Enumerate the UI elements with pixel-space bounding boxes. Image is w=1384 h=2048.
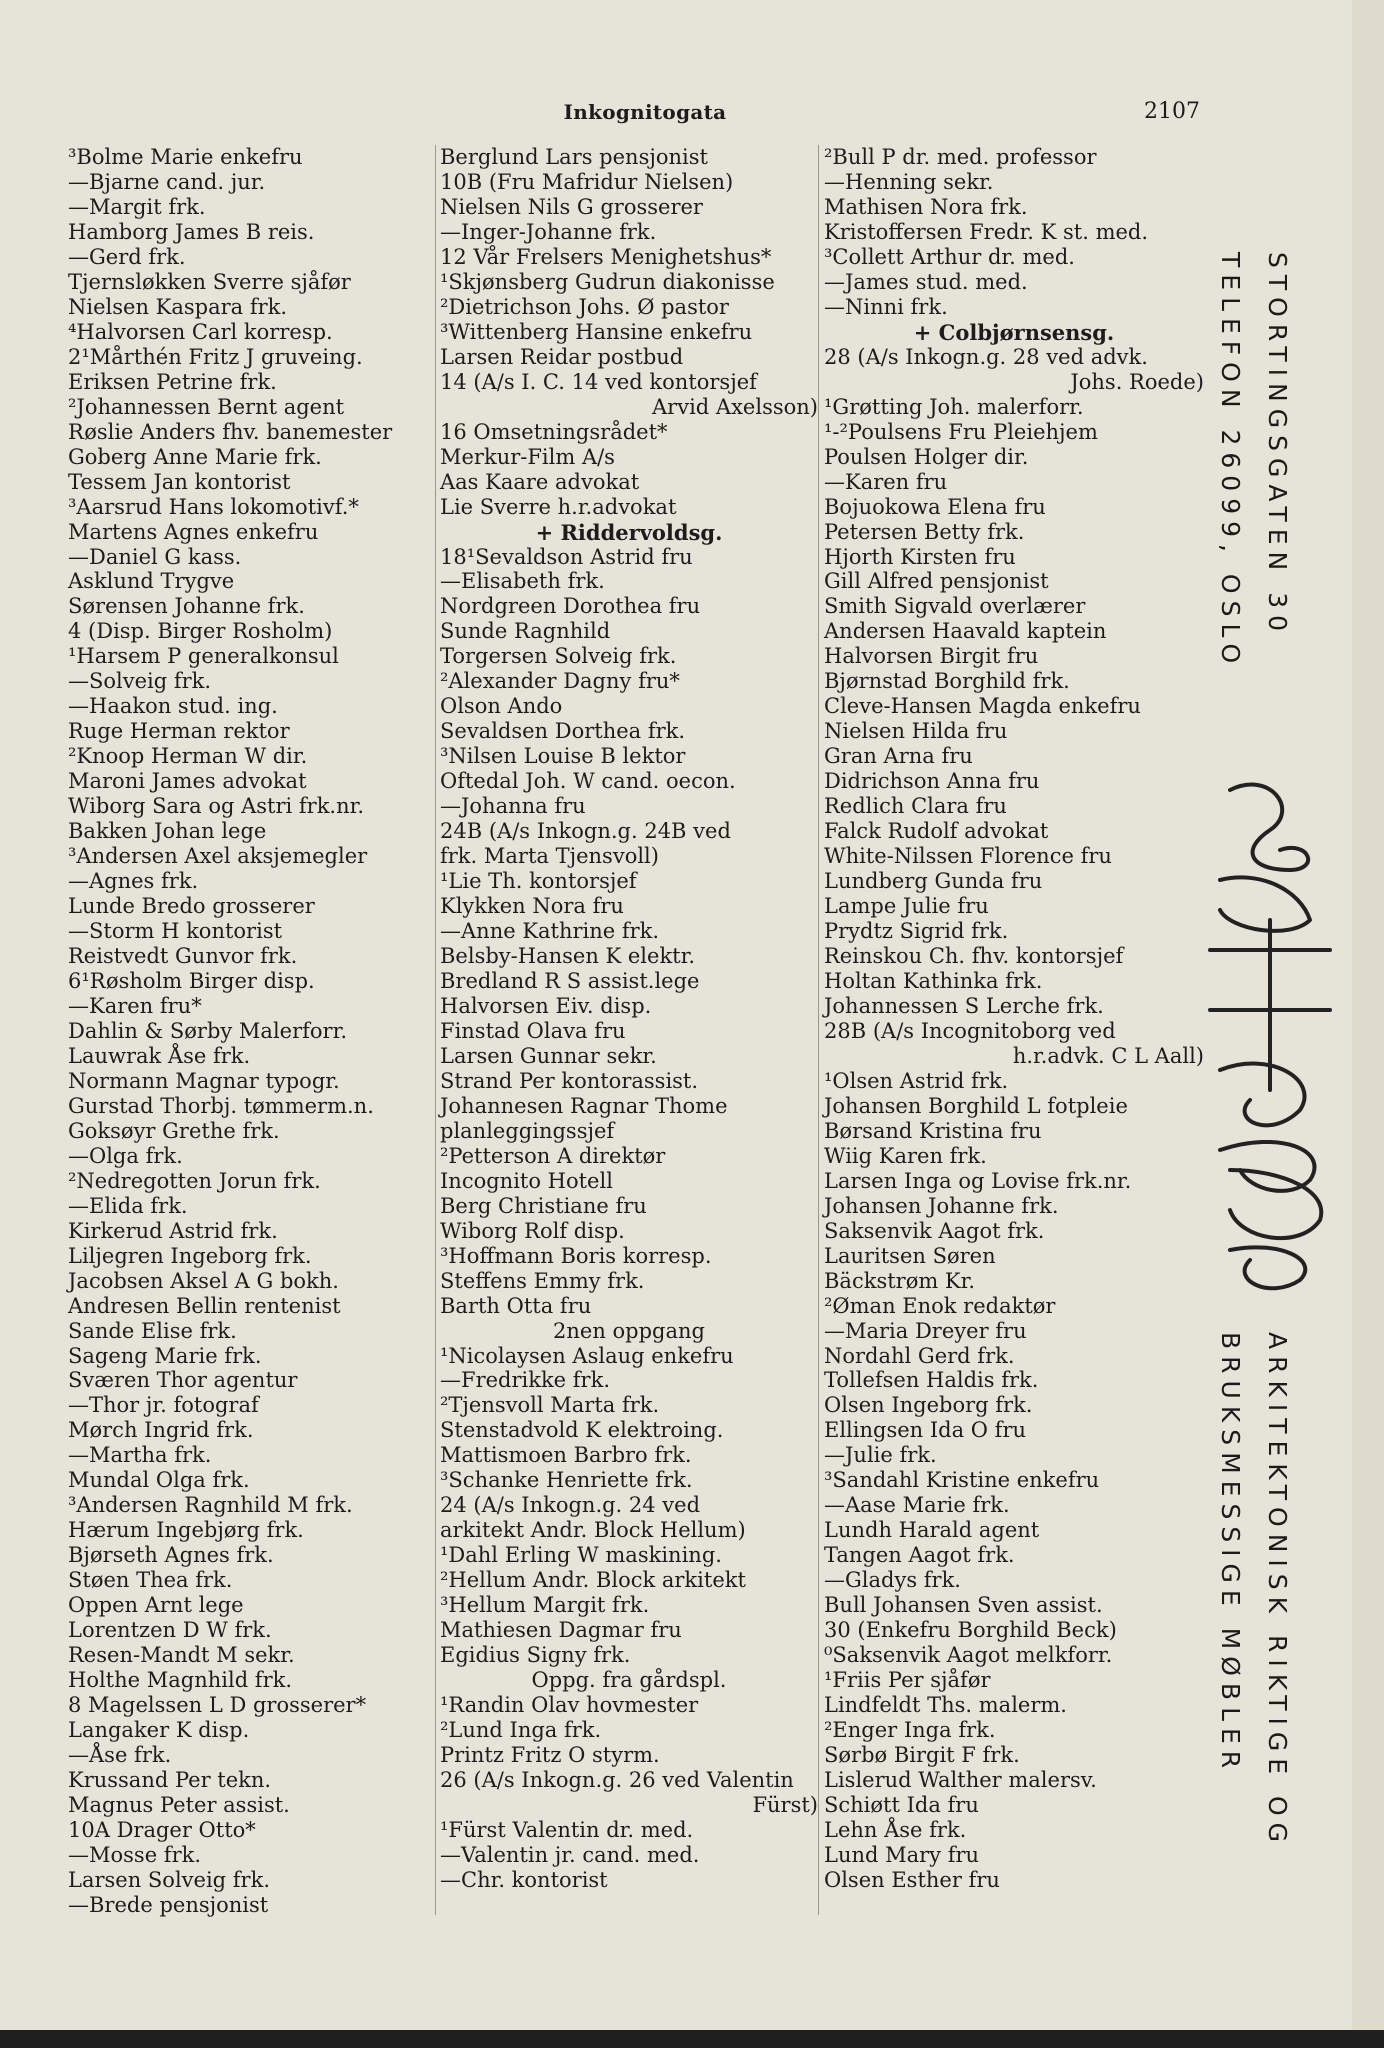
directory-entry: Lampe Julie fru — [824, 894, 989, 919]
directory-entry: planleggingssjef — [440, 1118, 615, 1143]
directory-entry: —Margit frk. — [68, 194, 206, 219]
directory-entry: Smith Sigvald overlærer — [824, 594, 1086, 619]
directory-entry: Lie Sverre h.r.advokat — [440, 494, 677, 519]
directory-entry: ³Sandahl Kristine enkefru — [824, 1468, 1100, 1493]
handwritten-signature — [1190, 770, 1350, 1300]
directory-entry: —Agnes frk. — [68, 869, 199, 894]
directory-entry: 24 (A/s Inkogn.g. 24 ved — [440, 1493, 701, 1518]
directory-entry: ³Andersen Ragnhild M frk. — [68, 1493, 353, 1518]
directory-entry: Lindfeldt Ths. malerm. — [824, 1693, 1067, 1718]
directory-entry: Lunde Bredo grosserer — [68, 894, 315, 919]
directory-entry: 2¹Mårthén Fritz J gruveing. — [68, 344, 363, 369]
directory-entry: Magnus Peter assist. — [68, 1792, 290, 1817]
advert-slogan-2: BRUKSMESSIGE MØBLER — [1216, 1332, 1245, 1776]
directory-entry: —Fredrikke frk. — [440, 1368, 610, 1393]
directory-entry: Johs. Roede) — [1070, 369, 1204, 394]
directory-entry: Hjorth Kirsten fru — [824, 544, 1016, 569]
directory-entry: ²Lund Inga frk. — [440, 1718, 602, 1743]
directory-entry: Børsand Kristina fru — [824, 1118, 1042, 1143]
directory-entry: 2nen oppgang — [553, 1318, 705, 1343]
directory-entry: Finstad Olava fru — [440, 1018, 626, 1043]
directory-entry: Sunde Ragnhild — [440, 619, 611, 644]
street-heading: Inkognitogata — [563, 100, 727, 124]
directory-entry: Bull Johansen Sven assist. — [824, 1593, 1103, 1618]
directory-entry: Kristoffersen Fredr. K st. med. — [824, 219, 1149, 244]
directory-entry: Reistvedt Gunvor frk. — [68, 944, 298, 968]
directory-entry: 14 (A/s I. C. 14 ved kontorsjef — [440, 369, 757, 394]
directory-entry: Incognito Hotell — [440, 1168, 613, 1193]
directory-entry: Mørch Ingrid frk. — [68, 1418, 254, 1443]
directory-entry: Halvorsen Eiv. disp. — [440, 993, 652, 1018]
directory-entry: 30 (Enkefru Borghild Beck) — [824, 1618, 1117, 1643]
directory-entry: —Gerd frk. — [68, 244, 186, 269]
directory-entry: Schiøtt Ida fru — [824, 1792, 979, 1817]
directory-entry: Barth Otta fru — [440, 1293, 592, 1318]
directory-entry: Falck Rudolf advokat — [824, 819, 1049, 844]
directory-entry: ²Alexander Dagny fru* — [440, 669, 680, 694]
directory-entry: Halvorsen Birgit fru — [824, 644, 1039, 669]
directory-entry: —Chr. kontorist — [440, 1867, 608, 1892]
directory-entry: ¹Fürst Valentin dr. med. — [440, 1817, 694, 1842]
directory-entry: Sværen Thor agentur — [68, 1368, 298, 1393]
directory-entry: Wiborg Sara og Astri frk.nr. — [68, 794, 365, 819]
directory-entry: Ellingsen Ida O fru — [824, 1418, 1027, 1443]
advert-slogan-1: ARKITEKTONISK RIKTIGE OG — [1263, 1332, 1292, 1849]
directory-entry: ¹Grøtting Joh. malerforr. — [824, 394, 1084, 419]
directory-entry: Lauwrak Åse frk. — [68, 1043, 251, 1068]
directory-entry: Hamborg James B reis. — [68, 219, 315, 244]
directory-entry: Holtan Kathinka frk. — [824, 968, 1043, 993]
directory-entry: ³Nilsen Louise B lektor — [440, 744, 686, 769]
directory-entry: —Daniel G kass. — [68, 544, 242, 569]
directory-entry: Nielsen Hilda fru — [824, 719, 1008, 744]
directory-entry: ⁰Saksenvik Aagot melkforr. — [824, 1643, 1113, 1668]
directory-entry: ²Knoop Herman W dir. — [68, 744, 308, 769]
directory-entry: Asklund Trygve — [68, 569, 235, 594]
directory-entry: Printz Fritz O styrm. — [440, 1743, 660, 1767]
directory-entry: Bakken Johan lege — [68, 819, 267, 844]
directory-entry: Bjørseth Agnes frk. — [68, 1543, 274, 1568]
directory-entry: Oppen Arnt lege — [68, 1593, 244, 1618]
directory-entry: Sageng Marie frk. — [68, 1343, 262, 1368]
page-number: 2107 — [1144, 99, 1200, 124]
directory-entry: Lundh Harald agent — [824, 1518, 1040, 1543]
directory-entry: Røslie Anders fhv. banemester — [68, 419, 393, 444]
directory-entry: ²Dietrichson Johs. Ø pastor — [440, 294, 729, 319]
directory-entry: Hærum Ingebjørg frk. — [68, 1518, 304, 1543]
directory-entry: Larsen Solveig frk. — [68, 1867, 270, 1892]
directory-entry: ³Wittenberg Hansine enkefru — [440, 319, 753, 344]
directory-entry: Saksenvik Aagot frk. — [824, 1218, 1045, 1243]
directory-entry: ³Collett Arthur dr. med. — [824, 244, 1075, 269]
directory-entry: 8 Magelssen L D grosserer* — [68, 1693, 367, 1718]
directory-entry: Egidius Signy frk. — [440, 1643, 631, 1668]
directory-entry: + Colbjørnsensg. — [913, 319, 1115, 345]
directory-entry: —Storm H kontorist — [68, 919, 283, 944]
directory-entry: ²Bull P dr. med. professor — [824, 145, 1097, 169]
directory-entry: —Elisabeth frk. — [440, 569, 605, 594]
directory-entry: Goberg Anne Marie frk. — [68, 444, 322, 469]
directory-entry: Gurstad Thorbj. tømmerm.n. — [68, 1093, 374, 1118]
directory-entry: —Julie frk. — [824, 1443, 937, 1468]
directory-entry: ²Johannessen Bernt agent — [68, 394, 345, 419]
directory-entry: 12 Vår Frelsers Menighetshus* — [440, 244, 772, 269]
directory-entry: Olsen Esther fru — [824, 1867, 1000, 1892]
directory-entry: ²Enger Inga frk. — [824, 1718, 996, 1743]
column-3 — [824, 145, 1204, 1893]
directory-entry: 28 (A/s Inkogn.g. 28 ved advk. — [824, 344, 1148, 369]
directory-entry: 24B (A/s Inkogn.g. 24B ved — [440, 819, 731, 844]
directory-entry: Holthe Magnhild frk. — [68, 1668, 293, 1693]
directory-entry: Lislerud Walther malersv. — [824, 1767, 1097, 1792]
directory-entry: Maroni James advokat — [68, 769, 307, 794]
directory-entry: Johansen Johanne frk. — [824, 1193, 1059, 1218]
column-divider — [435, 145, 436, 1915]
directory-entry: White-Nilssen Florence fru — [824, 844, 1112, 869]
directory-entry: Arvid Axelsson) — [652, 394, 818, 419]
page-edge — [1352, 0, 1384, 2030]
directory-entry: Larsen Gunnar sekr. — [440, 1043, 657, 1068]
directory-entry: h.r.advk. C L Aall) — [1012, 1043, 1204, 1068]
directory-entry: Strand Per kontorassist. — [440, 1068, 699, 1093]
directory-entry: ¹Dahl Erling W maskining. — [440, 1543, 722, 1568]
directory-entry: Fürst) — [752, 1792, 818, 1817]
directory-entry: Larsen Inga og Lovise frk.nr. — [824, 1168, 1132, 1193]
directory-entry: Mundal Olga frk. — [68, 1468, 250, 1493]
directory-entry: arkitekt Andr. Block Hellum) — [440, 1518, 746, 1543]
directory-entry: Goksøyr Grethe frk. — [68, 1118, 280, 1143]
directory-entry: Langaker K disp. — [68, 1718, 250, 1743]
directory-entry: Bredland R S assist.lege — [440, 968, 700, 993]
directory-entry: ³Schanke Henriette frk. — [440, 1468, 693, 1493]
directory-entry: ¹Lie Th. kontorsjef — [440, 869, 637, 894]
directory-entry: ¹-²Poulsens Fru Pleiehjem — [824, 419, 1098, 444]
directory-entry: Kirkerud Astrid frk. — [68, 1218, 278, 1243]
directory-entry: Redlich Clara fru — [824, 794, 1007, 819]
column-2 — [440, 145, 818, 1893]
directory-entry: ¹Olsen Astrid frk. — [824, 1068, 1009, 1093]
directory-entry: —Inger-Johanne frk. — [440, 219, 657, 244]
directory-entry: —Anne Kathrine frk. — [440, 919, 660, 944]
directory-entry: Andresen Bellin rentenist — [68, 1293, 341, 1318]
column-divider — [818, 145, 819, 1915]
directory-entry: Nordgreen Dorothea fru — [440, 594, 701, 619]
directory-entry: Nielsen Nils G grosserer — [440, 194, 703, 219]
directory-entry: 10B (Fru Mafridur Nielsen) — [440, 169, 734, 194]
directory-entry: Krussand Per tekn. — [68, 1767, 272, 1792]
directory-entry: —James stud. med. — [824, 269, 1028, 294]
directory-entry: Torgersen Solveig frk. — [440, 644, 677, 669]
directory-entry: Larsen Reidar postbud — [440, 344, 684, 369]
directory-entry: Prydtz Sigrid frk. — [824, 919, 1009, 944]
directory-entry: Sevaldsen Dorthea frk. — [440, 719, 686, 744]
directory-entry: —Åse frk. — [68, 1743, 172, 1767]
directory-entry: ⁴Halvorsen Carl korresp. — [68, 319, 333, 344]
directory-entry: Jacobsen Aksel A G bokh. — [68, 1268, 339, 1293]
directory-entry: Oppg. fra gårdspl. — [531, 1668, 727, 1693]
directory-entry: —Martha frk. — [68, 1443, 212, 1468]
column-1 — [68, 145, 430, 1918]
directory-entry: Johannesen Ragnar Thome — [440, 1093, 728, 1118]
scan-border — [0, 2030, 1384, 2048]
directory-entry: 6¹Røsholm Birger disp. — [68, 968, 315, 993]
directory-entry: Oftedal Joh. W cand. oecon. — [440, 769, 736, 794]
directory-entry: —Brede pensjonist — [68, 1892, 269, 1917]
directory-entry: —Karen fru — [824, 469, 948, 494]
directory-entry: Merkur-Film A/s — [440, 444, 615, 469]
directory-entry: Normann Magnar typogr. — [68, 1068, 340, 1093]
directory-entry: 16 Omsetningsrådet* — [440, 419, 668, 444]
directory-entry: Sørbø Birgit F frk. — [824, 1743, 1020, 1767]
directory-entry: —Ninni frk. — [824, 294, 948, 319]
directory-entry: ²Nedregotten Jorun frk. — [68, 1168, 321, 1193]
directory-entry: —Haakon stud. ing. — [68, 694, 278, 719]
directory-entry: frk. Marta Tjensvoll) — [440, 844, 659, 869]
directory-entry: —Johanna fru — [440, 794, 586, 819]
directory-entry: Cleve-Hansen Magda enkefru — [824, 694, 1141, 719]
directory-entry: —Karen fru* — [68, 993, 202, 1018]
directory-entry: Wiborg Rolf disp. — [440, 1218, 625, 1243]
directory-entry: —Maria Dreyer fru — [824, 1318, 1027, 1343]
directory-entry: —Henning sekr. — [824, 169, 994, 194]
directory-entry: ²Tjensvoll Marta frk. — [440, 1393, 660, 1418]
directory-entry: Mathiesen Dagmar fru — [440, 1618, 682, 1643]
directory-entry: Johannessen S Lerche frk. — [824, 993, 1104, 1018]
directory-entry: ¹Harsem P generalkonsul — [68, 644, 339, 669]
directory-entry: ³Bolme Marie enkefru — [68, 145, 303, 169]
directory-entry: —Thor jr. fotograf — [68, 1393, 259, 1418]
directory-entry: Martens Agnes enkefru — [68, 519, 319, 544]
directory-entry: ³Hellum Margit frk. — [440, 1593, 650, 1618]
directory-entry: —Olga frk. — [68, 1143, 183, 1168]
directory-entry: Nielsen Kaspara frk. — [68, 294, 288, 319]
directory-entry: —Bjarne cand. jur. — [68, 169, 266, 194]
directory-entry: Gran Arna fru — [824, 744, 973, 769]
directory-entry: Sande Elise frk. — [68, 1318, 237, 1343]
directory-entry: Berg Christiane fru — [440, 1193, 647, 1218]
directory-entry: Gill Alfred pensjonist — [824, 569, 1049, 594]
directory-entry: ²Hellum Andr. Block arkitekt — [440, 1568, 746, 1593]
directory-entry: Berglund Lars pensjonist — [440, 145, 708, 169]
directory-entry: 26 (A/s Inkogn.g. 26 ved Valentin — [440, 1767, 794, 1792]
directory-entry: Reinskou Ch. fhv. kontorsjef — [824, 944, 1124, 968]
directory-entry: Stenstadvold K elektroing. — [440, 1418, 724, 1443]
directory-entry: Olson Ando — [440, 694, 563, 719]
directory-entry: —Elida frk. — [68, 1193, 188, 1218]
directory-entry: 28B (A/s Incognitoborg ved — [824, 1018, 1116, 1043]
directory-entry: ³Hoffmann Boris korresp. — [440, 1243, 712, 1268]
directory-entry: Dahlin & Sørby Malerforr. — [68, 1018, 347, 1043]
directory-entry: —Solveig frk. — [68, 669, 212, 694]
directory-entry: Tjernsløkken Sverre sjåfør — [68, 269, 351, 294]
directory-entry: Tollefsen Haldis frk. — [824, 1368, 1039, 1393]
directory-entry: Petersen Betty frk. — [824, 519, 1025, 544]
directory-entry: ³Andersen Axel aksjemegler — [68, 844, 368, 869]
directory-entry: Lauritsen Søren — [824, 1243, 996, 1268]
directory-entry: 4 (Disp. Birger Rosholm) — [68, 619, 333, 644]
directory-entry: Didrichson Anna fru — [824, 769, 1040, 794]
directory-entry: Bäckstrøm Kr. — [824, 1268, 976, 1293]
directory-entry: Klykken Nora fru — [440, 894, 624, 919]
directory-entry: Lund Mary fru — [824, 1842, 980, 1867]
directory-entry: Lundberg Gunda fru — [824, 869, 1043, 894]
directory-entry: Bjørnstad Borghild frk. — [824, 669, 1070, 694]
directory-entry: 18¹Sevaldson Astrid fru — [440, 544, 693, 569]
directory-entry: + Riddervoldsg. — [535, 519, 723, 545]
directory-entry: ³Aarsrud Hans lokomotivf.* — [68, 494, 359, 519]
directory-entry: Tessem Jan kontorist — [68, 469, 291, 494]
directory-entry: Mathisen Nora frk. — [824, 194, 1028, 219]
directory-entry: Bojuokowa Elena fru — [824, 494, 1046, 519]
directory-entry: ¹Nicolaysen Aslaug enkefru — [440, 1343, 734, 1368]
directory-entry: —Gladys frk. — [824, 1568, 961, 1593]
directory-entry: Lehn Åse frk. — [824, 1817, 967, 1842]
directory-entry: ¹Skjønsberg Gudrun diakonisse — [440, 269, 775, 294]
directory-entry: Liljegren Ingeborg frk. — [68, 1243, 312, 1268]
directory-entry: Poulsen Holger dir. — [824, 444, 1029, 469]
advert-phone: TELEFON 26099, OSLO — [1216, 252, 1245, 671]
directory-entry: Andersen Haavald kaptein — [824, 619, 1107, 644]
directory-entry: —Valentin jr. cand. med. — [440, 1842, 700, 1867]
directory-entry: Eriksen Petrine frk. — [68, 369, 277, 394]
directory-entry: —Mosse frk. — [68, 1842, 202, 1867]
directory-entry: Johansen Borghild L fotpleie — [824, 1093, 1128, 1118]
directory-entry: ²Petterson A direktør — [440, 1143, 666, 1168]
directory-entry: —Aase Marie frk. — [824, 1493, 1010, 1518]
directory-entry: ¹Friis Per sjåfør — [824, 1668, 991, 1693]
directory-entry: Nordahl Gerd frk. — [824, 1343, 1015, 1368]
directory-entry: 10A Drager Otto* — [68, 1817, 256, 1842]
directory-entry: Steffens Emmy frk. — [440, 1268, 645, 1293]
directory-entry: ²Øman Enok redaktør — [824, 1293, 1056, 1318]
directory-entry: Resen-Mandt M sekr. — [68, 1643, 295, 1668]
directory-entry: Støen Thea frk. — [68, 1568, 233, 1593]
directory-entry: Sørensen Johanne frk. — [68, 594, 305, 619]
directory-entry: Lorentzen D W frk. — [68, 1618, 272, 1643]
directory-entry: Aas Kaare advokat — [440, 469, 640, 494]
advert-address: STORTINGSGATEN 30 — [1263, 252, 1292, 639]
directory-entry: Mattismoen Barbro frk. — [440, 1443, 692, 1468]
directory-entry: ¹Randin Olav hovmester — [440, 1693, 699, 1718]
directory-entry: Belsby-Hansen K elektr. — [440, 944, 696, 968]
directory-entry: Tangen Aagot frk. — [824, 1543, 1015, 1568]
directory-entry: Olsen Ingeborg frk. — [824, 1393, 1033, 1418]
directory-entry: Wiig Karen frk. — [824, 1143, 987, 1168]
directory-entry: Ruge Herman rektor — [68, 719, 290, 744]
